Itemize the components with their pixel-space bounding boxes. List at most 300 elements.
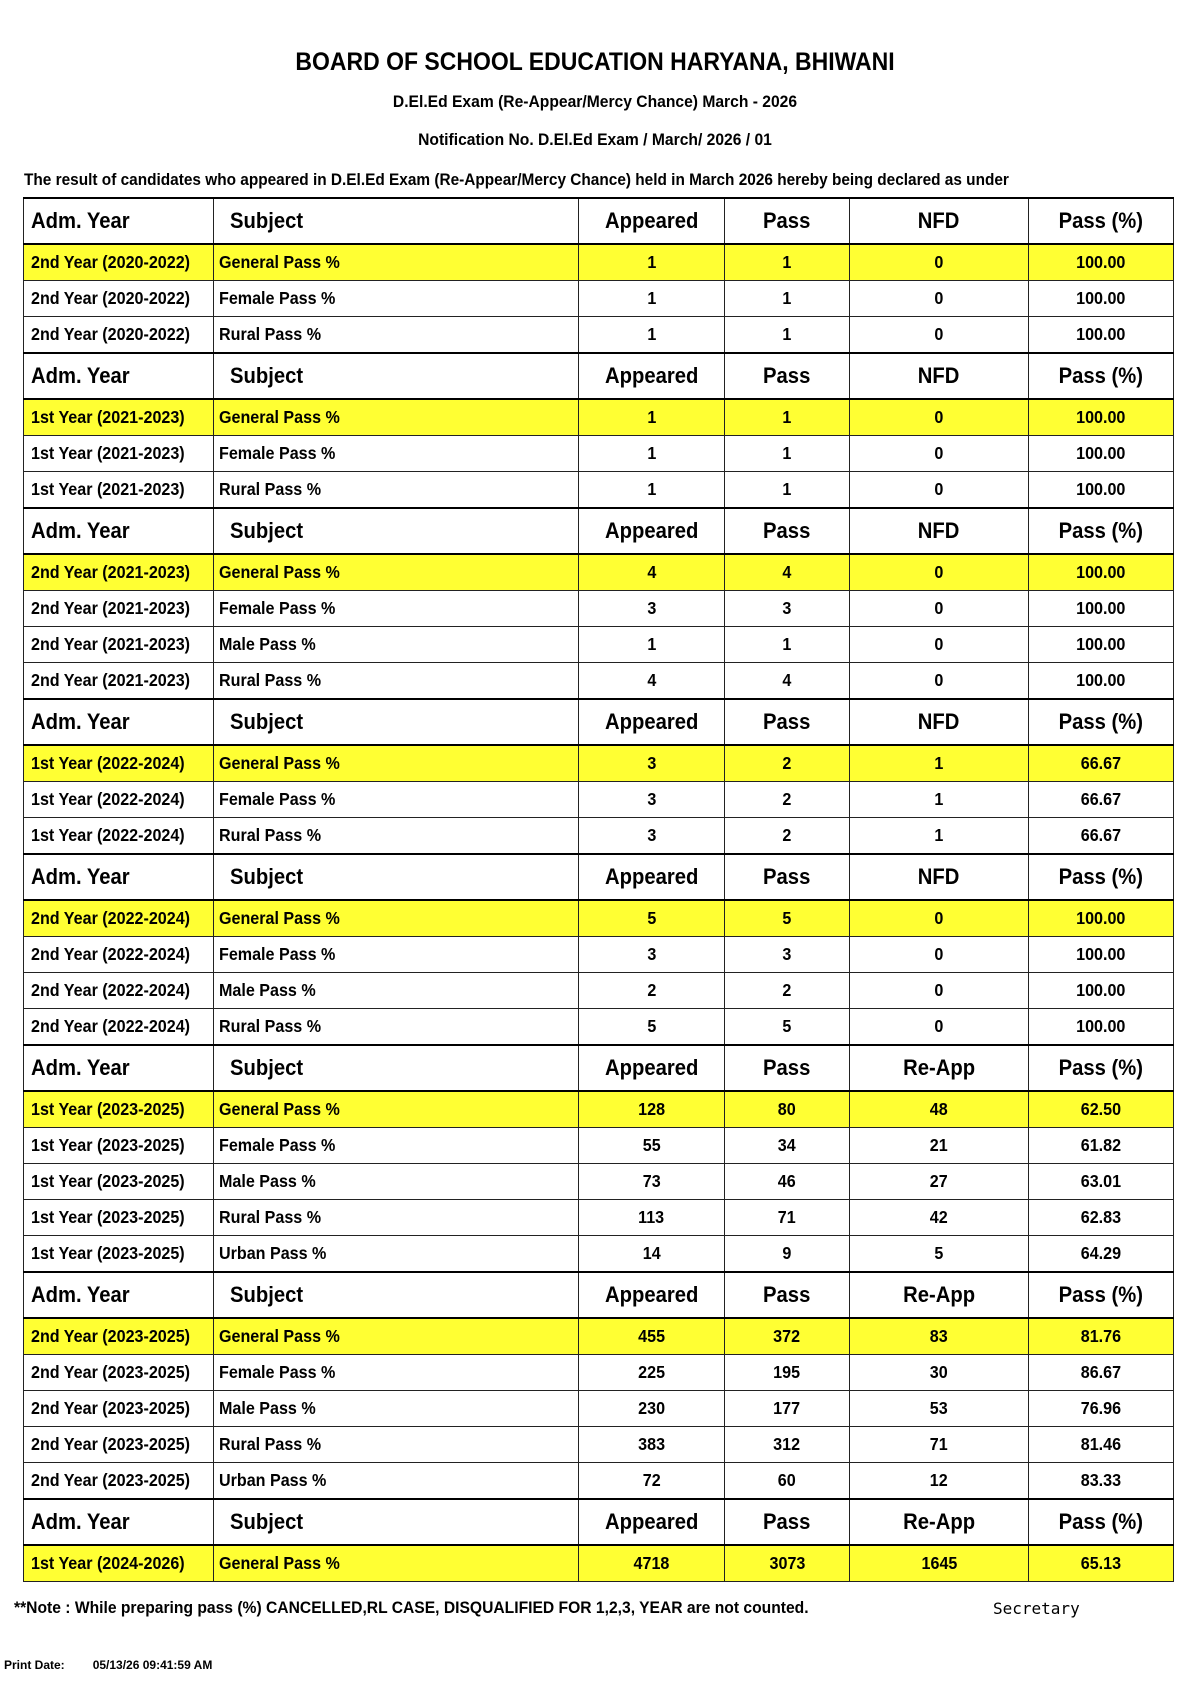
section-header-row bbox=[24, 699, 1174, 745]
column-header bbox=[24, 508, 214, 554]
adm-year-cell bbox=[24, 317, 214, 354]
adm-year-cell bbox=[24, 973, 214, 1009]
appeared-cell-text: 3 bbox=[647, 753, 656, 773]
pass-pct-cell-text: 100.00 bbox=[1076, 944, 1126, 964]
pass-cell bbox=[725, 554, 850, 591]
pass-cell bbox=[725, 1236, 850, 1273]
appeared-cell bbox=[579, 782, 725, 818]
subject-cell-text: Female Pass % bbox=[219, 598, 336, 618]
pass-pct-cell-text: 61.82 bbox=[1080, 1135, 1122, 1155]
pass-cell bbox=[725, 663, 850, 700]
pass-cell bbox=[725, 1318, 850, 1355]
column-header-label: Appeared bbox=[604, 1282, 699, 1307]
adm-year-cell bbox=[24, 1318, 214, 1355]
appeared-cell bbox=[579, 1091, 725, 1128]
subject-cell bbox=[214, 1091, 579, 1128]
column-header-label: Pass bbox=[763, 208, 811, 233]
column-header bbox=[725, 508, 850, 554]
pass-cell bbox=[725, 745, 850, 782]
appeared-cell bbox=[579, 436, 725, 472]
adm-year-cell bbox=[24, 1091, 214, 1128]
column-header-label: Adm. Year bbox=[31, 208, 130, 233]
subject-cell bbox=[214, 663, 579, 700]
appeared-cell bbox=[579, 1427, 725, 1463]
column-header bbox=[725, 1045, 850, 1091]
table-row bbox=[24, 663, 1174, 700]
col5-cell-text: 0 bbox=[934, 908, 944, 928]
subject-cell bbox=[214, 745, 579, 782]
col5-cell-text: 0 bbox=[934, 562, 944, 582]
subject-cell bbox=[214, 1427, 579, 1463]
column-header-label: NFD bbox=[918, 518, 960, 543]
subject-cell bbox=[214, 1164, 579, 1200]
pass-cell-text: 1 bbox=[782, 634, 792, 654]
column-header bbox=[214, 699, 579, 745]
pass-pct-cell-text: 100.00 bbox=[1076, 598, 1126, 618]
table-row bbox=[24, 1200, 1174, 1236]
subject-cell-text: Rural Pass % bbox=[219, 1434, 322, 1454]
column-header-label: Adm. Year bbox=[31, 1509, 130, 1534]
appeared-cell-text: 3 bbox=[647, 789, 656, 809]
pass-pct-cell bbox=[1029, 436, 1174, 472]
column-header-label: Subject bbox=[230, 518, 304, 543]
pass-pct-cell bbox=[1029, 472, 1174, 509]
appeared-cell-text: 14 bbox=[642, 1243, 661, 1263]
col5-cell bbox=[850, 1236, 1029, 1273]
table-row bbox=[24, 1391, 1174, 1427]
appeared-cell-text: 4 bbox=[647, 562, 656, 582]
pass-cell-text: 312 bbox=[773, 1434, 801, 1454]
table-row-highlighted bbox=[24, 1318, 1174, 1355]
appeared-cell bbox=[579, 472, 725, 509]
column-header-label: Pass bbox=[763, 518, 811, 543]
col5-cell-text: 0 bbox=[934, 443, 944, 463]
subject-cell bbox=[214, 1128, 579, 1164]
col5-cell bbox=[850, 1091, 1029, 1128]
subject-cell-text: General Pass % bbox=[219, 562, 340, 582]
column-header-label: Appeared bbox=[604, 864, 699, 889]
column-header-label: Pass bbox=[763, 1509, 811, 1534]
col5-cell bbox=[850, 554, 1029, 591]
pass-cell-text: 195 bbox=[773, 1362, 801, 1382]
pass-pct-cell bbox=[1029, 973, 1174, 1009]
pass-pct-cell bbox=[1029, 937, 1174, 973]
appeared-cell-text: 455 bbox=[638, 1326, 665, 1346]
column-header bbox=[214, 353, 579, 399]
appeared-cell bbox=[579, 244, 725, 281]
adm-year-cell bbox=[24, 1355, 214, 1391]
pass-cell bbox=[725, 244, 850, 281]
column-header-label: Adm. Year bbox=[31, 518, 130, 543]
col5-cell bbox=[850, 663, 1029, 700]
table-row bbox=[24, 1355, 1174, 1391]
pass-cell-text: 3 bbox=[782, 598, 792, 618]
pass-pct-cell bbox=[1029, 1091, 1174, 1128]
col5-cell bbox=[850, 1545, 1029, 1582]
pass-pct-cell-text: 100.00 bbox=[1076, 1016, 1126, 1036]
col5-cell-text: 0 bbox=[934, 288, 944, 308]
table-row bbox=[24, 317, 1174, 354]
col5-cell-text: 1 bbox=[934, 753, 944, 773]
column-header bbox=[850, 699, 1029, 745]
appeared-cell-text: 1 bbox=[647, 479, 656, 499]
adm-year-cell-text: 2nd Year (2023-2025) bbox=[31, 1326, 191, 1346]
pass-pct-cell-text: 62.50 bbox=[1080, 1099, 1122, 1119]
adm-year-cell-text: 2nd Year (2021-2023) bbox=[31, 670, 191, 690]
column-header bbox=[579, 1045, 725, 1091]
pass-cell-text: 2 bbox=[782, 789, 792, 809]
column-header bbox=[24, 353, 214, 399]
col5-cell bbox=[850, 591, 1029, 627]
column-header bbox=[579, 1499, 725, 1545]
subject-cell bbox=[214, 1236, 579, 1273]
column-header bbox=[214, 508, 579, 554]
subject-cell-text: Male Pass % bbox=[219, 634, 316, 654]
subject-cell-text: General Pass % bbox=[219, 1326, 340, 1346]
column-header-label: Re-App bbox=[903, 1282, 975, 1307]
table-row bbox=[24, 1463, 1174, 1500]
col5-cell-text: 27 bbox=[930, 1171, 948, 1191]
print-date-label: Print Date: bbox=[4, 1658, 65, 1672]
pass-cell-text: 372 bbox=[773, 1326, 801, 1346]
pass-cell-text: 4 bbox=[782, 670, 792, 690]
col5-cell bbox=[850, 900, 1029, 937]
subject-cell bbox=[214, 937, 579, 973]
section-header-row bbox=[24, 1499, 1174, 1545]
subject-cell-text: Urban Pass % bbox=[219, 1243, 327, 1263]
appeared-cell bbox=[579, 1236, 725, 1273]
pass-pct-cell bbox=[1029, 663, 1174, 700]
table-row bbox=[24, 1009, 1174, 1046]
pass-pct-cell-text: 66.67 bbox=[1080, 789, 1122, 809]
subject-cell-text: Rural Pass % bbox=[219, 670, 322, 690]
column-header-label: Appeared bbox=[604, 1055, 699, 1080]
subject-cell-text: Female Pass % bbox=[219, 944, 336, 964]
adm-year-cell bbox=[24, 1545, 214, 1582]
subject-cell bbox=[214, 472, 579, 509]
column-header-label: Pass bbox=[763, 363, 811, 388]
table-row bbox=[24, 973, 1174, 1009]
subject-cell bbox=[214, 782, 579, 818]
subject-cell bbox=[214, 1545, 579, 1582]
appeared-cell-text: 5 bbox=[647, 908, 656, 928]
adm-year-cell bbox=[24, 436, 214, 472]
col5-cell bbox=[850, 745, 1029, 782]
page-title: BOARD OF SCHOOL EDUCATION HARYANA, BHIWANI bbox=[295, 48, 895, 76]
subject-cell-text: Female Pass % bbox=[219, 443, 336, 463]
adm-year-cell-text: 1st Year (2023-2025) bbox=[31, 1099, 185, 1119]
pass-pct-cell bbox=[1029, 1128, 1174, 1164]
pass-pct-cell-text: 100.00 bbox=[1076, 407, 1126, 427]
pass-pct-cell-text: 100.00 bbox=[1076, 443, 1126, 463]
pass-cell bbox=[725, 1009, 850, 1046]
pass-cell bbox=[725, 399, 850, 436]
pass-cell bbox=[725, 973, 850, 1009]
col5-cell bbox=[850, 1463, 1029, 1500]
appeared-cell bbox=[579, 627, 725, 663]
column-header-label: Adm. Year bbox=[31, 1282, 130, 1307]
pass-cell bbox=[725, 782, 850, 818]
appeared-cell bbox=[579, 1318, 725, 1355]
pass-cell bbox=[725, 1545, 850, 1582]
pass-cell-text: 3073 bbox=[769, 1553, 805, 1573]
pass-cell bbox=[725, 1200, 850, 1236]
intro-text: The result of candidates who appeared in D.El.Ed Exam (Re-Appear/Mercy Chance) held in March 2026 hereby being declared as under bbox=[24, 170, 1009, 189]
column-header bbox=[725, 353, 850, 399]
pass-pct-cell-text: 65.13 bbox=[1080, 1553, 1122, 1573]
column-header bbox=[850, 1499, 1029, 1545]
appeared-cell-text: 1 bbox=[647, 324, 656, 344]
column-header-label: Pass (%) bbox=[1058, 1282, 1144, 1307]
adm-year-cell-text: 1st Year (2023-2025) bbox=[31, 1207, 185, 1227]
pass-cell bbox=[725, 1091, 850, 1128]
pass-cell bbox=[725, 937, 850, 973]
subject-cell bbox=[214, 281, 579, 317]
appeared-cell bbox=[579, 1463, 725, 1500]
appeared-cell-text: 1 bbox=[647, 634, 656, 654]
column-header bbox=[850, 854, 1029, 900]
appeared-cell-text: 3 bbox=[647, 825, 656, 845]
col5-cell-text: 0 bbox=[934, 598, 944, 618]
pass-pct-cell bbox=[1029, 1355, 1174, 1391]
subject-cell bbox=[214, 1200, 579, 1236]
pass-pct-cell-text: 83.33 bbox=[1080, 1470, 1122, 1490]
col5-cell bbox=[850, 317, 1029, 354]
subject-cell-text: Rural Pass % bbox=[219, 479, 322, 499]
col5-cell-text: 0 bbox=[934, 324, 944, 344]
appeared-cell-text: 128 bbox=[638, 1099, 665, 1119]
col5-cell-text: 0 bbox=[934, 634, 944, 654]
column-header bbox=[1029, 353, 1174, 399]
adm-year-cell bbox=[24, 937, 214, 973]
subject-cell bbox=[214, 1009, 579, 1046]
pass-cell-text: 4 bbox=[782, 562, 792, 582]
col5-cell-text: 30 bbox=[930, 1362, 948, 1382]
pass-cell-text: 1 bbox=[782, 479, 792, 499]
col5-cell bbox=[850, 1128, 1029, 1164]
col5-cell bbox=[850, 244, 1029, 281]
pass-pct-cell-text: 66.67 bbox=[1080, 825, 1122, 845]
adm-year-cell-text: 2nd Year (2022-2024) bbox=[31, 980, 191, 1000]
subject-cell-text: Female Pass % bbox=[219, 1135, 336, 1155]
col5-cell bbox=[850, 399, 1029, 436]
adm-year-cell-text: 1st Year (2021-2023) bbox=[31, 407, 185, 427]
column-header-label: Appeared bbox=[604, 1509, 699, 1534]
pass-pct-cell bbox=[1029, 1463, 1174, 1500]
results-table bbox=[23, 197, 1174, 1582]
col5-cell bbox=[850, 1164, 1029, 1200]
pass-cell-text: 46 bbox=[778, 1171, 796, 1191]
adm-year-cell-text: 1st Year (2021-2023) bbox=[31, 479, 185, 499]
adm-year-cell-text: 2nd Year (2022-2024) bbox=[31, 1016, 191, 1036]
subject-cell-text: Female Pass % bbox=[219, 1362, 336, 1382]
appeared-cell bbox=[579, 818, 725, 855]
notification-number: Notification No. D.El.Ed Exam / March/ 2026 / 01 bbox=[418, 130, 772, 149]
column-header bbox=[579, 854, 725, 900]
column-header bbox=[1029, 1499, 1174, 1545]
pass-cell-text: 1 bbox=[782, 324, 792, 344]
pass-cell bbox=[725, 818, 850, 855]
col5-cell-text: 1 bbox=[934, 825, 944, 845]
column-header bbox=[850, 1045, 1029, 1091]
subject-cell-text: Male Pass % bbox=[219, 1398, 316, 1418]
appeared-cell-text: 383 bbox=[638, 1434, 665, 1454]
appeared-cell bbox=[579, 1355, 725, 1391]
subject-cell bbox=[214, 399, 579, 436]
table-row-highlighted bbox=[24, 554, 1174, 591]
subject-cell bbox=[214, 591, 579, 627]
pass-pct-cell bbox=[1029, 1318, 1174, 1355]
section-header-row bbox=[24, 353, 1174, 399]
col5-cell bbox=[850, 1427, 1029, 1463]
column-header bbox=[579, 508, 725, 554]
column-header bbox=[579, 198, 725, 244]
column-header-label: NFD bbox=[918, 709, 960, 734]
pass-cell-text: 71 bbox=[778, 1207, 796, 1227]
pass-pct-cell-text: 100.00 bbox=[1076, 479, 1126, 499]
col5-cell-text: 1645 bbox=[921, 1553, 957, 1573]
table-row bbox=[24, 818, 1174, 855]
pass-cell bbox=[725, 436, 850, 472]
col5-cell bbox=[850, 973, 1029, 1009]
pass-pct-cell bbox=[1029, 1427, 1174, 1463]
pass-pct-cell-text: 100.00 bbox=[1076, 562, 1126, 582]
pass-cell-text: 1 bbox=[782, 407, 792, 427]
pass-cell-text: 2 bbox=[782, 753, 792, 773]
table-row-highlighted bbox=[24, 399, 1174, 436]
column-header bbox=[850, 198, 1029, 244]
table-row bbox=[24, 937, 1174, 973]
column-header bbox=[214, 1272, 579, 1318]
pass-cell bbox=[725, 1427, 850, 1463]
column-header bbox=[1029, 1272, 1174, 1318]
pass-pct-cell-text: 100.00 bbox=[1076, 670, 1126, 690]
adm-year-cell bbox=[24, 1200, 214, 1236]
pass-pct-cell-text: 66.67 bbox=[1080, 753, 1122, 773]
appeared-cell-text: 72 bbox=[642, 1470, 661, 1490]
col5-cell-text: 0 bbox=[934, 252, 944, 272]
adm-year-cell-text: 1st Year (2023-2025) bbox=[31, 1243, 185, 1263]
adm-year-cell-text: 2nd Year (2021-2023) bbox=[31, 562, 191, 582]
table-row bbox=[24, 591, 1174, 627]
adm-year-cell-text: 2nd Year (2020-2022) bbox=[31, 324, 191, 344]
subject-cell bbox=[214, 1355, 579, 1391]
column-header-label: Subject bbox=[230, 864, 304, 889]
column-header bbox=[1029, 699, 1174, 745]
column-header bbox=[725, 854, 850, 900]
appeared-cell-text: 113 bbox=[638, 1207, 665, 1227]
column-header-label: Pass (%) bbox=[1058, 1055, 1144, 1080]
pass-cell bbox=[725, 1355, 850, 1391]
adm-year-cell-text: 2nd Year (2023-2025) bbox=[31, 1470, 191, 1490]
appeared-cell-text: 55 bbox=[642, 1135, 661, 1155]
subject-cell bbox=[214, 1463, 579, 1500]
column-header-label: Adm. Year bbox=[31, 864, 130, 889]
table-row-highlighted bbox=[24, 1545, 1174, 1582]
subject-cell bbox=[214, 973, 579, 1009]
adm-year-cell-text: 2nd Year (2021-2023) bbox=[31, 634, 191, 654]
pass-cell-text: 5 bbox=[782, 1016, 792, 1036]
col5-cell-text: 0 bbox=[934, 407, 944, 427]
column-header-label: NFD bbox=[918, 208, 960, 233]
col5-cell bbox=[850, 472, 1029, 509]
pass-pct-cell bbox=[1029, 244, 1174, 281]
pass-pct-cell bbox=[1029, 281, 1174, 317]
pass-cell bbox=[725, 1128, 850, 1164]
adm-year-cell-text: 1st Year (2022-2024) bbox=[31, 789, 185, 809]
pass-cell-text: 1 bbox=[782, 252, 792, 272]
column-header-label: Subject bbox=[230, 1282, 304, 1307]
subject-cell-text: Male Pass % bbox=[219, 980, 316, 1000]
table-row bbox=[24, 472, 1174, 509]
column-header bbox=[24, 198, 214, 244]
table-row-highlighted bbox=[24, 745, 1174, 782]
adm-year-cell-text: 1st Year (2023-2025) bbox=[31, 1135, 185, 1155]
column-header bbox=[214, 1499, 579, 1545]
column-header bbox=[850, 353, 1029, 399]
adm-year-cell-text: 2nd Year (2022-2024) bbox=[31, 944, 191, 964]
adm-year-cell-text: 1st Year (2023-2025) bbox=[31, 1171, 185, 1191]
section-header-row bbox=[24, 508, 1174, 554]
adm-year-cell bbox=[24, 900, 214, 937]
table-row bbox=[24, 1236, 1174, 1273]
column-header bbox=[579, 1272, 725, 1318]
appeared-cell bbox=[579, 281, 725, 317]
appeared-cell bbox=[579, 554, 725, 591]
pass-pct-cell-text: 100.00 bbox=[1076, 908, 1126, 928]
column-header bbox=[1029, 854, 1174, 900]
column-header-label: Appeared bbox=[604, 518, 699, 543]
pass-pct-cell-text: 100.00 bbox=[1076, 252, 1126, 272]
pass-pct-cell bbox=[1029, 1545, 1174, 1582]
pass-cell-text: 34 bbox=[778, 1135, 796, 1155]
column-header-label: Pass (%) bbox=[1058, 363, 1144, 388]
table-row bbox=[24, 1164, 1174, 1200]
subject-cell-text: General Pass % bbox=[219, 753, 340, 773]
appeared-cell-text: 1 bbox=[647, 288, 656, 308]
col5-cell bbox=[850, 281, 1029, 317]
column-header-label: Subject bbox=[230, 363, 304, 388]
column-header bbox=[725, 198, 850, 244]
column-header bbox=[24, 699, 214, 745]
pass-pct-cell-text: 64.29 bbox=[1080, 1243, 1122, 1263]
pass-cell bbox=[725, 627, 850, 663]
adm-year-cell bbox=[24, 281, 214, 317]
column-header bbox=[214, 854, 579, 900]
appeared-cell-text: 230 bbox=[638, 1398, 665, 1418]
adm-year-cell bbox=[24, 663, 214, 700]
appeared-cell bbox=[579, 1128, 725, 1164]
pass-pct-cell bbox=[1029, 627, 1174, 663]
pass-pct-cell bbox=[1029, 900, 1174, 937]
table-row-highlighted bbox=[24, 1091, 1174, 1128]
subject-cell-text: General Pass % bbox=[219, 1099, 340, 1119]
col5-cell-text: 48 bbox=[930, 1099, 948, 1119]
pass-cell-text: 5 bbox=[782, 908, 792, 928]
pass-pct-cell-text: 63.01 bbox=[1080, 1171, 1122, 1191]
pass-pct-cell bbox=[1029, 745, 1174, 782]
pass-pct-cell bbox=[1029, 1391, 1174, 1427]
col5-cell-text: 21 bbox=[930, 1135, 948, 1155]
col5-cell-text: 71 bbox=[930, 1434, 948, 1454]
pass-pct-cell-text: 62.83 bbox=[1080, 1207, 1122, 1227]
adm-year-cell bbox=[24, 627, 214, 663]
column-header bbox=[725, 1499, 850, 1545]
column-header-label: Adm. Year bbox=[31, 709, 130, 734]
pass-pct-cell-text: 81.76 bbox=[1080, 1326, 1122, 1346]
appeared-cell bbox=[579, 399, 725, 436]
adm-year-cell-text: 1st Year (2024-2026) bbox=[31, 1553, 185, 1573]
